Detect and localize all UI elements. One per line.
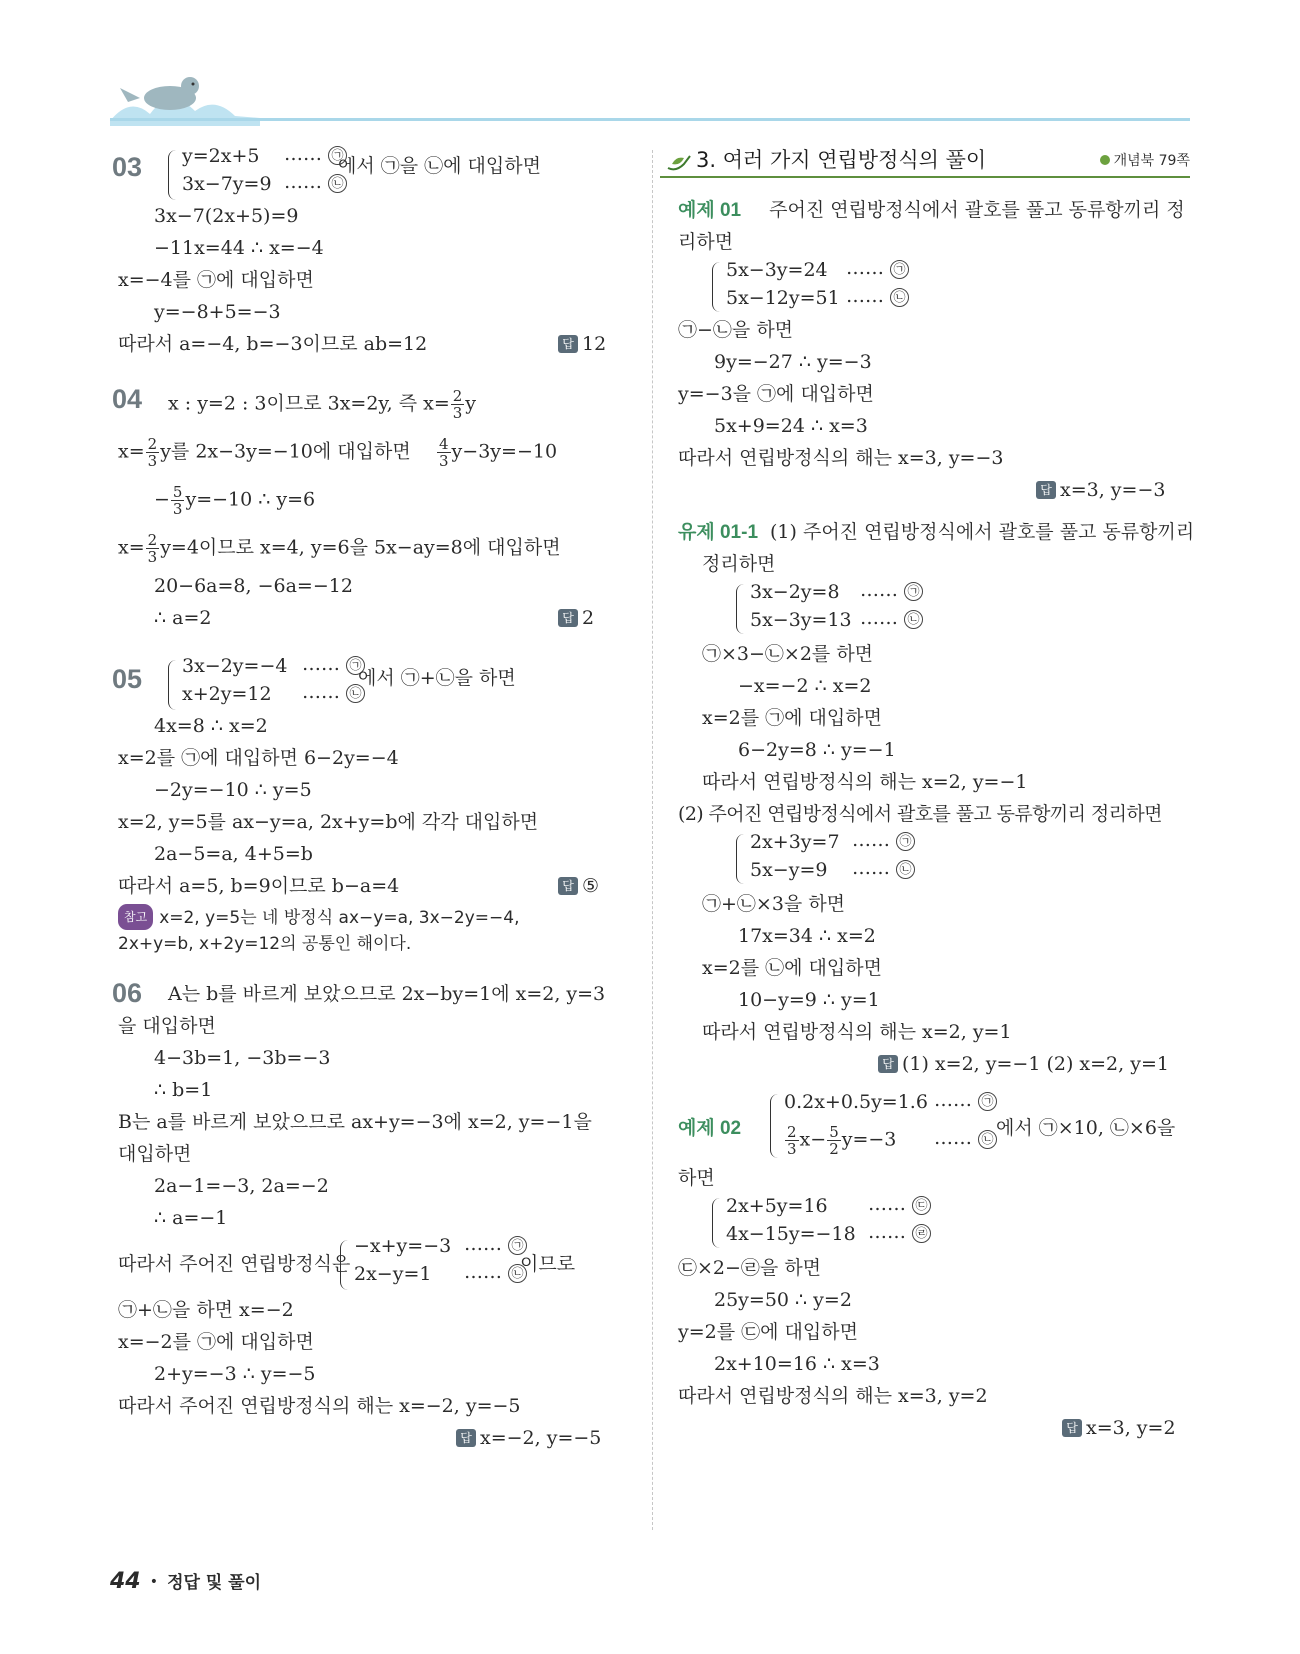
eq-tag: …… ㉢ <box>868 1192 931 1216</box>
solution-line: 4−3b=1, −3b=−3 <box>154 1047 331 1069</box>
system-eq-2: 4x−15y=−18 <box>726 1223 856 1245</box>
header-rule <box>110 118 1190 121</box>
solution-line: x=2를 ㉠에 대입하면 6−2y=−4 <box>118 747 399 769</box>
solution-line: x= $\frac{2}{3}$ y를 2x−3y=−10에 대입하면 <box>118 435 411 470</box>
solution-line: 25y=50 ∴ y=2 <box>714 1289 852 1311</box>
example-01-intro: 예제 01 주어진 연립방정식에서 괄호를 풀고 동류항끼리 정 <box>678 199 1185 221</box>
eq-tag: …… ㉠ <box>464 1232 527 1256</box>
solution-line: x : y=2 : 3이므로 3x=2y, 즉 x= $\frac{2}{3}$ y <box>168 387 477 422</box>
solution-line: x= $\frac{2}{3}$ y=4이므로 x=4, y=6을 5x−ay=8에 대입하면 <box>118 531 561 566</box>
solution-line: 2x+10=16 ∴ x=3 <box>714 1353 880 1375</box>
problem-number-04: 04 <box>112 384 143 414</box>
solution-line: ㉠×3−㉡×2를 하면 <box>702 643 874 665</box>
brace <box>736 584 746 634</box>
solution-line: 6−2y=8 ∴ y=−1 <box>738 739 896 761</box>
solution-line: A는 b를 바르게 보았으므로 2x−by=1에 x=2, y=3 <box>168 983 606 1005</box>
example-label: 예제 02 <box>678 1118 742 1139</box>
solution-line: −x=−2 ∴ x=2 <box>738 675 872 697</box>
system-eq-2: 3x−7y=9 <box>182 173 272 195</box>
brace <box>340 1240 350 1290</box>
problem-number-03: 03 <box>112 152 143 182</box>
eq-tag: …… ㉠ <box>852 828 915 852</box>
concept-book-ref: 개념북 79쪽 <box>1100 150 1190 170</box>
solution-line: 5x+9=24 ∴ x=3 <box>714 415 868 437</box>
answer-05: 답 ⑤ <box>558 874 599 898</box>
solution-line: 정리하면 <box>702 553 776 575</box>
system-eq-1: 3x−2y=−4 <box>182 655 288 677</box>
solution-line: 4x=8 ∴ x=2 <box>154 715 268 737</box>
footer-label: 정답 및 풀이 <box>167 1573 262 1593</box>
solution-line: 2a−1=−3, 2a=−2 <box>154 1175 329 1197</box>
solution-line: 10−y=9 ∴ y=1 <box>738 989 880 1011</box>
note-line: 2x+y=b, x+2y=12의 공통인 해이다. <box>118 934 412 954</box>
brace <box>712 262 722 312</box>
system-eq-1: y=2x+5 <box>182 145 260 167</box>
answer-yu01-1: 답 (1) x=2, y=−1 (2) x=2, y=1 <box>878 1052 1169 1076</box>
answer-badge: 답 <box>1062 1419 1082 1437</box>
solution-line: 따라서 a=−4, b=−3이므로 ab=12 <box>118 333 428 355</box>
note-line: 참고 x=2, y=5는 네 방정식 ax−y=a, 3x−2y=−4, <box>118 904 520 930</box>
solution-line: ∴ a=−1 <box>154 1207 228 1229</box>
solution-line: B는 a를 바르게 보았으므로 ax+y=−3에 x=2, y=−1을 <box>118 1111 592 1133</box>
eq-tag: …… ㉠ <box>284 142 347 166</box>
solution-line: x=−4를 ㉠에 대입하면 <box>118 269 314 291</box>
solution-line: x=−2를 ㉠에 대입하면 <box>118 1331 314 1353</box>
solution-line: y=−3을 ㉠에 대입하면 <box>678 383 874 405</box>
system-eq-2: x+2y=12 <box>182 683 272 705</box>
brace <box>770 1094 780 1158</box>
solution-line: 20−6a=8, −6a=−12 <box>154 575 353 597</box>
eq-tag: …… ㉠ <box>302 652 365 676</box>
solution-line: x=2를 ㉠에 대입하면 <box>702 707 882 729</box>
solution-line: 을 대입하면 <box>118 1015 216 1037</box>
solution-line: 따라서 연립방정식의 해는 x=2, y=1 <box>702 1021 1012 1043</box>
eq-tag: …… ㉣ <box>868 1220 931 1244</box>
answer-badge: 답 <box>456 1429 476 1447</box>
eq-tag: …… ㉠ <box>934 1088 997 1112</box>
solution-line: 따라서 주어진 연립방정식의 해는 x=−2, y=−5 <box>118 1395 521 1417</box>
footer-separator: • <box>149 1574 158 1590</box>
solution-line: ㉠−㉡을 하면 <box>678 319 794 341</box>
system-eq-2: 5x−12y=51 <box>726 287 840 309</box>
solution-line: 따라서 연립방정식의 해는 x=3, y=−3 <box>678 447 1004 469</box>
seal-on-wave-icon <box>110 66 260 126</box>
answer-ex02: 답 x=3, y=2 <box>1062 1416 1176 1440</box>
solution-line: 대입하면 <box>118 1143 192 1165</box>
page-footer <box>110 1568 261 1594</box>
solution-line: 따라서 연립방정식의 해는 x=2, y=−1 <box>702 771 1028 793</box>
solution-line: x=2, y=5를 ax−y=a, 2x+y=b에 각각 대입하면 <box>118 811 539 833</box>
answer-badge: 답 <box>558 335 578 353</box>
solution-line: 리하면 <box>678 231 734 253</box>
system-eq-1: 3x−2y=8 <box>750 581 840 603</box>
brace <box>712 1198 722 1248</box>
solution-line: $\frac{4}{3}$ y−3y=−10 <box>439 435 558 470</box>
answer-04: 답 2 <box>558 606 594 630</box>
solution-line: 따라서 a=5, b=9이므로 b−a=4 <box>118 875 400 897</box>
solution-line: 에서 ㉠을 ㉡에 대입하면 <box>338 155 541 177</box>
solution-line: 2+y=−3 ∴ y=−5 <box>154 1363 316 1385</box>
solution-line: 에서 ㉠+㉡을 하면 <box>358 667 516 689</box>
exercise-label: 유제 01-1 <box>678 522 759 543</box>
solution-line: x=2를 ㉡에 대입하면 <box>702 957 882 979</box>
solution-line: ㉠+㉡을 하면 x=−2 <box>118 1299 294 1321</box>
note-badge: 참고 <box>118 904 153 930</box>
solution-line: 하면 <box>678 1167 715 1189</box>
eq-tag: …… ㉡ <box>302 680 365 704</box>
system-eq-1: 0.2x+0.5y=1.6 <box>784 1091 928 1113</box>
solution-line: 17x=34 ∴ x=2 <box>738 925 876 947</box>
eq-tag: …… ㉡ <box>846 284 909 308</box>
answer-badge: 답 <box>878 1055 898 1073</box>
column-divider <box>652 150 653 1530</box>
section-title: 3. 여러 가지 연립방정식의 풀이 <box>696 148 987 172</box>
solution-line: 에서 ㉠×10, ㉡×6을 <box>996 1117 1176 1139</box>
solution-line: ∴ a=2 <box>154 607 212 629</box>
problem-number-06: 06 <box>112 978 143 1008</box>
system-eq-1: 2x+3y=7 <box>750 831 840 853</box>
solution-line: 따라서 연립방정식의 해는 x=3, y=2 <box>678 1385 988 1407</box>
brace <box>168 150 178 200</box>
answer-03: 답 12 <box>558 332 606 356</box>
solution-line: ∴ b=1 <box>154 1079 213 1101</box>
system-eq-1: −x+y=−3 <box>354 1235 452 1257</box>
solution-line: 3x−7(2x+5)=9 <box>154 205 299 227</box>
solution-line: 9y=−27 ∴ y=−3 <box>714 351 872 373</box>
solution-line: y=−8+5=−3 <box>154 301 281 323</box>
solution-line: y=2를 ㉢에 대입하면 <box>678 1321 858 1343</box>
eq-tag: …… ㉡ <box>934 1126 997 1150</box>
system-eq-1: 5x−3y=24 <box>726 259 828 281</box>
solution-line: ㉢×2−㉣을 하면 <box>678 1257 822 1279</box>
system-eq-1: 2x+5y=16 <box>726 1195 828 1217</box>
brace <box>736 834 746 884</box>
brace <box>168 660 178 710</box>
exercise-01-1-intro: 유제 01-1 (1) 주어진 연립방정식에서 괄호를 풀고 동류항끼리 <box>678 521 1195 543</box>
solution-line: −11x=44 ∴ x=−4 <box>154 237 324 259</box>
eq-tag: …… ㉠ <box>846 256 909 280</box>
solution-line: (2) 주어진 연립방정식에서 괄호를 풀고 동류항끼리 정리하면 <box>678 803 1162 825</box>
solution-line: − $\frac{5}{3}$ y=−10 ∴ y=6 <box>154 483 316 518</box>
eq-tag: …… ㉡ <box>860 606 923 630</box>
bullet-dot-icon <box>1100 155 1110 165</box>
answer-badge: 답 <box>558 877 578 895</box>
leaf-icon <box>666 154 692 172</box>
problem-number-05: 05 <box>112 664 143 694</box>
page-number: 44 <box>110 1569 141 1594</box>
solution-line: 따라서 주어진 연립방정식은 <box>118 1253 351 1275</box>
answer-06: 답 x=−2, y=−5 <box>456 1426 601 1450</box>
section-header <box>660 142 1190 178</box>
solution-line: 이므로 <box>520 1253 576 1275</box>
solution-line: ㉠+㉡×3을 하면 <box>702 893 846 915</box>
solution-line: −2y=−10 ∴ y=5 <box>154 779 312 801</box>
answer-badge: 답 <box>1036 481 1056 499</box>
solution-line: 2a−5=a, 4+5=b <box>154 843 313 865</box>
system-eq-2: 2x−y=1 <box>354 1263 432 1285</box>
system-eq-2: 5x−3y=13 <box>750 609 852 631</box>
system-eq-2: $\frac{2}{3}$ x− $\frac{5}{2}$ y=−3 <box>787 1123 897 1158</box>
eq-tag: …… ㉠ <box>860 578 923 602</box>
answer-badge: 답 <box>558 609 578 627</box>
eq-tag: …… ㉡ <box>464 1260 527 1284</box>
answer-ex01: 답 x=3, y=−3 <box>1036 478 1165 502</box>
eq-tag: …… ㉡ <box>284 170 347 194</box>
example-02-label-line <box>678 1116 741 1141</box>
example-label: 예제 01 <box>678 200 742 221</box>
system-eq-2: 5x−y=9 <box>750 859 828 881</box>
eq-tag: …… ㉡ <box>852 856 915 880</box>
